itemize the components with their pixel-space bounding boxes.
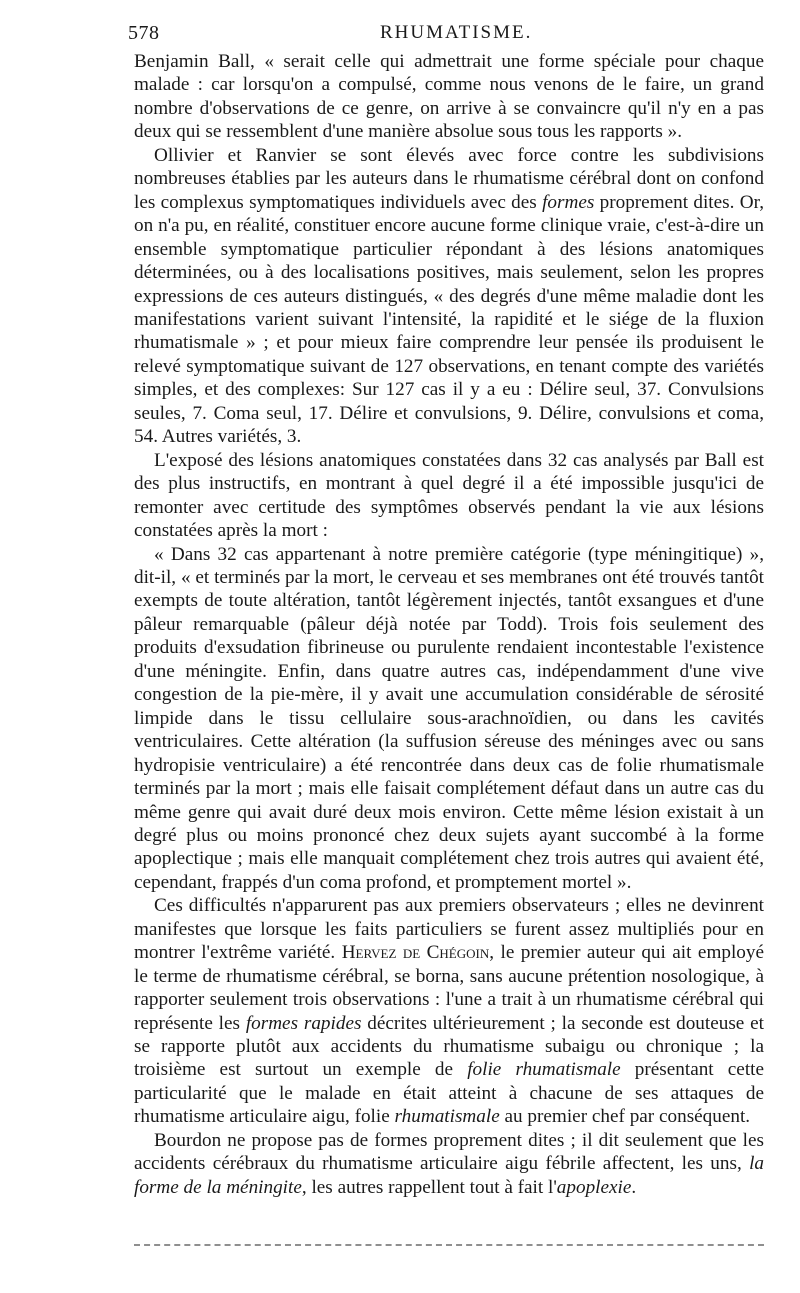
text-run: L'exposé des lésions anatomiques constatées dans 32 cas analysés par Ball est des plus instructifs, en montrant à quel degré il a été impossible jusqu'ici de remonter avec certitude des symptômes observés pendant la vie aux lésions constatées après la mort :	[134, 449, 764, 542]
footer-rule	[134, 1244, 764, 1246]
body-text	[134, 50, 764, 1199]
italic-text: la forme de la méningite	[134, 1153, 764, 1198]
paragraph	[134, 50, 764, 144]
text-run: Bourdon ne propose pas de formes proprement dites ; il dit seulement que les accidents cérébraux du rhumatisme articulaire aigu fébrile affectent, les uns,	[134, 1129, 764, 1175]
text-run: .	[631, 1176, 637, 1198]
author-name: Hervez de Chégoin	[341, 942, 490, 964]
text-run: , le premier auteur qui ait employé le terme de rhumatisme cérébral, se borna, sans aucune prétention nosologique, à rapporter seulement trois observations : l'une a trait à un rhumatisme cérébral qui représente les	[134, 942, 764, 1034]
paragraph	[134, 449, 764, 543]
italic-text: formes rapides	[245, 1012, 362, 1034]
paragraph	[134, 144, 764, 449]
text-run: présentant cette particularité que le malade en était atteint à chacune de ses attaques de rhumatisme articulaire aigu, folie	[134, 1059, 764, 1128]
text-run: au premier chef par conséquent.	[499, 1106, 751, 1128]
italic-text: folie rhumatismale	[467, 1059, 621, 1081]
italic-text: formes	[542, 191, 595, 213]
running-title: RHUMATISME.	[380, 22, 533, 43]
paragraph	[134, 543, 764, 895]
text-run: Benjamin Ball, « serait celle qui admettrait une forme spéciale pour chaque malade : car lorsqu'on a compulsé, comme nous venons de le faire, un grand nombre d'observations de ce genre, on arrive à se convaincre qu'il n'y en a pas deux qui se ressemblent d'une manière absolue sous tous les rapports ».	[134, 51, 764, 143]
paragraph	[134, 894, 764, 1129]
page-header	[128, 22, 768, 48]
text-run: proprement dites. Or, on n'a pu, en réalité, constituer encore aucune forme clinique vraie, c'est-à-dire un ensemble symptomatique particulier répondant à des lésions anatomiques déterminées, ou à des localisations positives, mais seulement, selon les propres expressions de ces auteurs distingués, « des degrés d'une même maladie dont les manifestations varient suivant l'intensité, la rapidité et le siége de la fluxion rhumatismale » ; et pour mieux faire comprendre leur pensée ils produisent le relevé symptomatique suivant de 127 observations, en tenant compte des variétés simples, et des complexes: Sur 127 cas il y a eu : Délire seul, 37. Convulsions seules, 7. Coma seul, 17. Délire et convulsions, 9. Délire, convulsions et coma, 54. Autres variétés, 3.	[134, 191, 764, 448]
text-run: « Dans 32 cas appartenant à notre première catégorie (type méningitique) », dit-il, « et terminés par la mort, le cerveau et ses membranes ont été trouvés tantôt exempts de toute altération, tantôt légèrement injectés, tantôt exsangues et d'une pâleur remarquable (pâleur déjà notée par Todd). Trois fois seulement des produits d'exsudation fibrineuse ou purulente rendaient incontestable l'existence d'une méningite. Enfin, dans quatre autres cas, indépendamment d'une vive congestion de la pie-mère, il y avait une accumulation considérable de sérosité limpide dans le tissu cellulaire sous-arachnoïdien, ou dans les cavités ventriculaires. Cette altération (la suffusion séreuse des méninges avec ou sans hydropisie ventriculaire) a été rencontrée dans deux cas de folie rhumatismale terminés par la mort ; mais elle faisait complétement défaut dans un autre cas du même genre qui avait duré deux mois environ. Cette même lésion existait à un degré plus ou moins prononcé chez deux sujets ayant succombé à la forme apoplectique ; mais elle manquait complétement chez trois autres qui avaient été, cependant, frappés d'un coma profond, et promptement mortel ».	[134, 543, 764, 893]
text-run: Ces difficultés n'apparurent pas aux premiers observateurs ; elles ne devinrent manifestes que lorsque les faits particuliers se furent assez multipliés pour en montrer l'extrême variété.	[134, 895, 764, 964]
italic-text: rhumatismale	[394, 1106, 500, 1128]
paragraph	[134, 1129, 764, 1199]
text-run: , les autres rappellent tout à fait l'	[301, 1176, 557, 1198]
italic-text: apoplexie	[556, 1176, 632, 1198]
text-run: Ollivier et Ranvier se sont élevés avec force contre les subdivisions nombreuses établies par les auteurs dans le rhumatisme cérébral dont on confond les complexus symptomatiques individuels avec des	[134, 144, 764, 213]
page-number: 578	[128, 22, 160, 44]
text-run: décrites ultérieurement ; la seconde est douteuse et se rapporte plutôt aux accidents du rhumatisme subaigu ou chronique ; la troisième est surtout un exemple de	[134, 1012, 764, 1081]
